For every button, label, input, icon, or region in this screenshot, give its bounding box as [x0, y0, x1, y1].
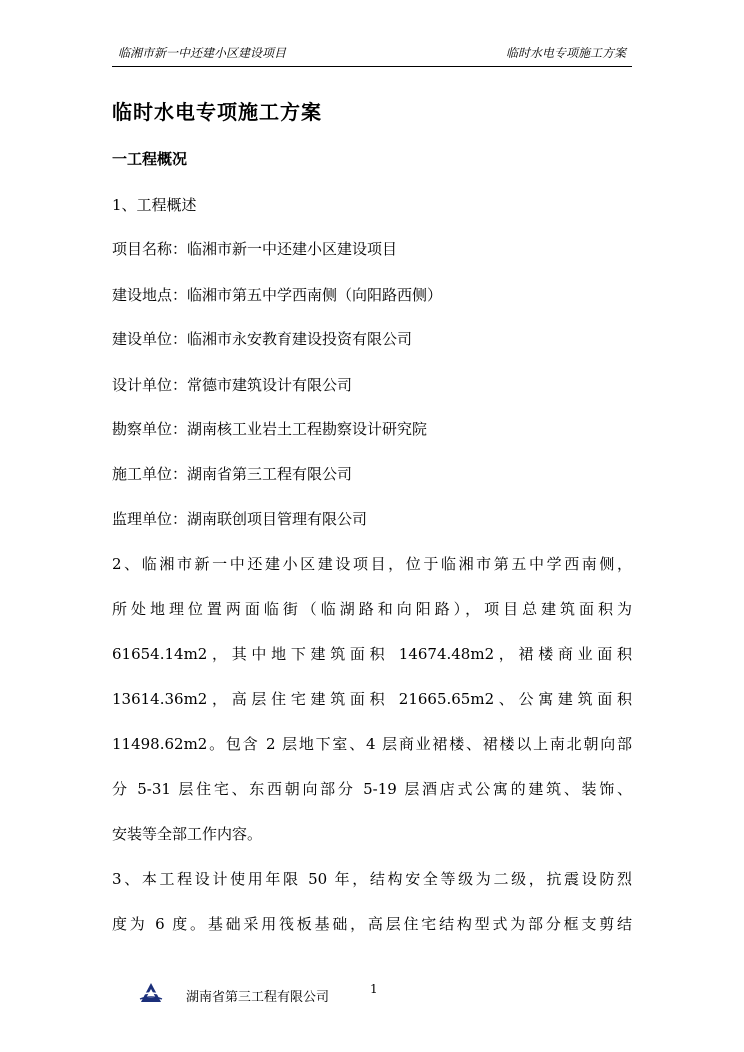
- subsection-heading: 1、工程概述: [112, 196, 197, 214]
- header-document-title: 临时水电专项施工方案: [505, 46, 626, 60]
- paragraph-line: 61654.14m2，其中地下建筑面积 14674.48m2，裙楼商业面积: [112, 645, 632, 663]
- header-project-name: 临湘市新一中还建小区建设项目: [118, 46, 287, 60]
- company-logo-icon: [138, 980, 164, 1006]
- paragraph-line: 2、临湘市新一中还建小区建设项目，位于临湘市第五中学西南侧，: [112, 555, 632, 573]
- document-title: 临时水电专项施工方案: [112, 100, 322, 124]
- info-supervisor: 监理单位：湖南联创项目管理有限公司: [112, 510, 368, 528]
- footer-company-name: 湖南省第三工程有限公司: [186, 990, 330, 1005]
- info-surveyor: 勘察单位：湖南核工业岩土工程勘察设计研究院: [112, 420, 428, 438]
- paragraph-line: 3、本工程设计使用年限 50 年，结构安全等级为二级，抗震设防烈: [112, 870, 632, 888]
- page-header: [112, 40, 632, 67]
- section-heading: 一工程概况: [112, 150, 188, 168]
- paragraph-line: 13614.36m2，高层住宅建筑面积 21665.65m2、公寓建筑面积: [112, 690, 632, 708]
- page-number: 1: [370, 982, 378, 996]
- page-footer: [0, 980, 744, 1020]
- info-project-name: 项目名称：临湘市新一中还建小区建设项目: [112, 240, 398, 258]
- paragraph-line: 度为 6 度。基础采用筏板基础，高层住宅结构型式为部分框支剪结: [112, 915, 632, 933]
- info-owner: 建设单位：临湘市永安教育建设投资有限公司: [112, 330, 413, 348]
- paragraph-line: 11498.62m2。包含 2 层地下室、4 层商业裙楼、裙楼以上南北朝向部: [112, 735, 632, 753]
- paragraph-line: 分 5-31 层住宅、东西朝向部分 5-19 层酒店式公寓的建筑、装饰、: [112, 780, 632, 798]
- paragraph-line: 所处地理位置两面临街（临湖路和向阳路），项目总建筑面积为: [112, 600, 632, 618]
- info-contractor: 施工单位：湖南省第三工程有限公司: [112, 465, 353, 483]
- paragraph-line: 安装等全部工作内容。: [112, 825, 263, 843]
- info-location: 建设地点：临湘市第五中学西南侧（向阳路西侧）: [112, 286, 443, 304]
- info-designer: 设计单位：常德市建筑设计有限公司: [112, 376, 353, 394]
